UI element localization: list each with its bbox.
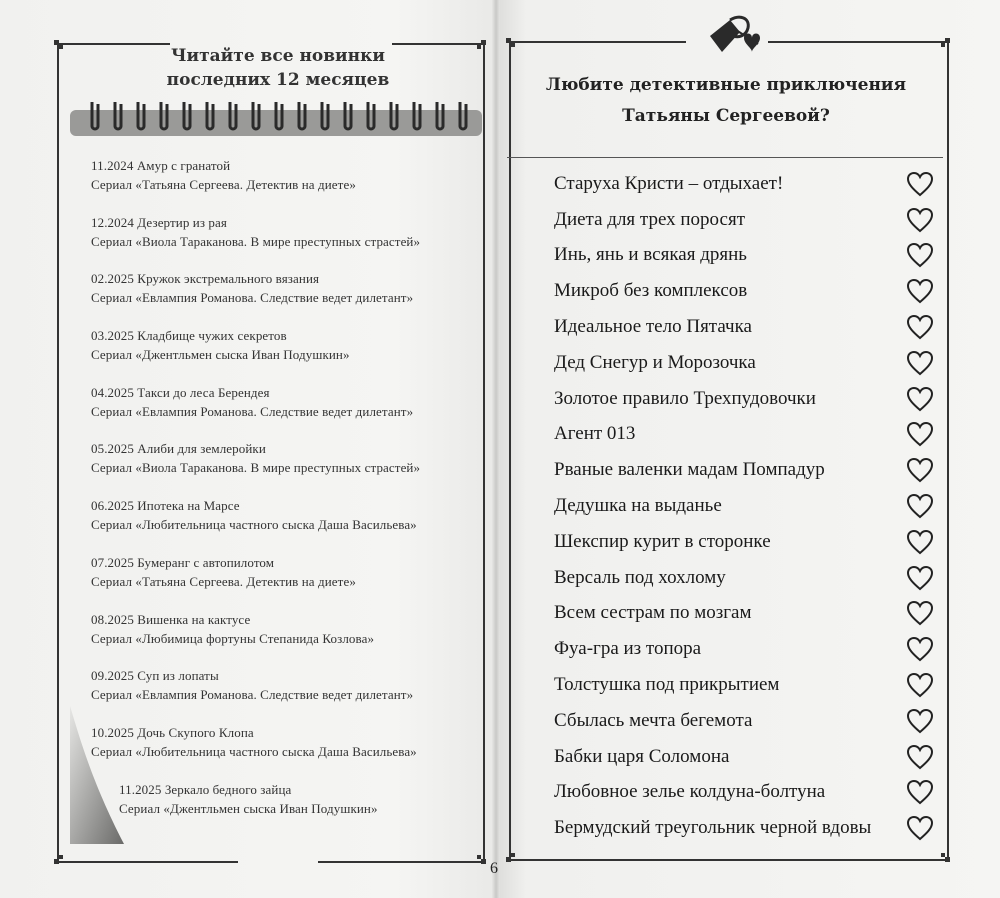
book-item xyxy=(554,452,934,488)
right-title-line2: Татьяны Сергеевой? xyxy=(622,106,830,126)
book-title: Старуха Кристи – отдыхает! xyxy=(554,172,784,194)
heart-checkbox-icon xyxy=(906,278,934,304)
heart-checkbox-icon xyxy=(906,565,934,591)
book-item xyxy=(554,345,934,381)
book-item xyxy=(554,560,934,596)
heart-checkbox-icon xyxy=(906,350,934,376)
left-title-line2: последних 12 месяцев xyxy=(166,70,390,90)
book-title: Бермудский треугольник черной вдовы xyxy=(554,817,872,839)
release-date-title: 07.2025 Бумеранг с автопилотом xyxy=(91,554,275,570)
release-date-title: 08.2025 Вишенка на кактусе xyxy=(91,611,251,627)
release-series: Сериал «Татьяна Сергеева. Детектив на диете» xyxy=(91,573,356,589)
release-date-title: 10.2025 Дочь Скупого Клопа xyxy=(91,724,254,740)
book-title: Агент 013 xyxy=(554,423,636,445)
book-title: Микроб без комплексов xyxy=(554,280,748,302)
title-divider xyxy=(507,157,943,158)
right-page-title xyxy=(536,70,916,132)
heart-checkbox-icon xyxy=(906,314,934,340)
release-series: Сериал «Татьяна Сергеева. Детектив на диете» xyxy=(91,177,356,192)
heart-checkbox-icon xyxy=(906,242,934,268)
heart-checkbox-icon xyxy=(906,600,934,626)
book-title: Толстушка под прикрытием xyxy=(554,674,780,696)
heart-checkbox-icon xyxy=(906,386,934,412)
book-item xyxy=(554,166,934,202)
book-item xyxy=(554,488,934,524)
release-item xyxy=(91,213,496,270)
book-item xyxy=(554,381,934,417)
release-series: Сериал «Джентльмен сыска Иван Подушкин» xyxy=(119,800,378,816)
release-date-title: 06.2025 Ипотека на Марсе xyxy=(91,498,240,514)
page-number: 6 xyxy=(490,860,498,877)
release-item xyxy=(91,666,496,723)
release-item xyxy=(91,269,496,326)
book-title: Бабки царя Соломона xyxy=(554,745,730,767)
right-title-line1: Любите детективные приключения xyxy=(545,75,907,95)
left-title-line1: Читайте все новинки xyxy=(171,46,385,66)
release-series: Сериал «Любимица фортуны Степанида Козлова» xyxy=(91,630,375,646)
release-item xyxy=(91,156,496,213)
heart-checkbox-icon xyxy=(906,708,934,734)
release-series: Сериал «Любительница частного сыска Даша Васильева» xyxy=(91,743,417,759)
release-date-title: 11.2025 Зеркало бедного зайца xyxy=(119,781,292,797)
book-title: Дед Снегур и Морозочка xyxy=(554,351,756,373)
release-item xyxy=(91,383,496,440)
book-title: Идеальное тело Пятачка xyxy=(554,316,752,338)
release-date-title: 05.2025 Алиби для землеройки xyxy=(91,441,266,457)
heart-checkbox-icon xyxy=(906,672,934,698)
release-date-title: 12.2024 Дезертир из рая xyxy=(91,214,227,230)
book-item xyxy=(554,739,934,775)
book-item xyxy=(554,810,934,846)
release-item xyxy=(91,326,496,383)
heart-checkbox-icon xyxy=(906,493,934,519)
release-series: Сериал «Евлампия Романова. Следствие ведет дилетант» xyxy=(91,687,414,703)
book-checklist xyxy=(554,166,934,846)
book-item xyxy=(554,309,934,345)
book-title: Рваные валенки мадам Помпадур xyxy=(554,459,825,481)
safety-pin-heart-icon xyxy=(700,12,762,58)
release-date-title: 04.2025 Такси до леса Берендея xyxy=(91,384,270,400)
book-item xyxy=(554,202,934,238)
release-series: Сериал «Любительница частного сыска Даша Васильева» xyxy=(91,517,417,533)
left-page-title xyxy=(120,44,436,92)
calendar-spiral-icon xyxy=(70,98,482,144)
release-item xyxy=(91,780,496,837)
book-title: Диета для трех поросят xyxy=(554,208,746,230)
release-item xyxy=(91,553,496,610)
heart-checkbox-icon xyxy=(906,457,934,483)
heart-checkbox-icon xyxy=(906,636,934,662)
book-item xyxy=(554,238,934,274)
book-title: Всем сестрам по мозгам xyxy=(554,602,752,624)
release-item xyxy=(91,610,496,667)
book-title: Шекспир курит в сторонке xyxy=(554,530,771,552)
book-item xyxy=(554,273,934,309)
book-item xyxy=(554,596,934,632)
release-item xyxy=(91,496,496,553)
book-item xyxy=(554,524,934,560)
release-item xyxy=(91,723,496,780)
release-series: Сериал «Джентльмен сыска Иван Подушкин» xyxy=(91,347,350,363)
book-item xyxy=(554,667,934,703)
heart-checkbox-icon xyxy=(906,815,934,841)
release-item xyxy=(91,439,496,496)
heart-checkbox-icon xyxy=(906,421,934,447)
release-date-title: 09.2025 Суп из лопаты xyxy=(91,668,219,684)
book-title: Любовное зелье колдуна-болтуна xyxy=(554,781,826,803)
release-date-title: 11.2024 Амур с гранатой xyxy=(91,158,231,173)
book-item xyxy=(554,417,934,453)
heart-checkbox-icon xyxy=(906,744,934,770)
release-date-title: 03.2025 Кладбище чужих секретов xyxy=(91,328,287,344)
heart-checkbox-icon xyxy=(906,207,934,233)
book-title: Сбылась мечта бегемота xyxy=(554,709,753,731)
release-list xyxy=(91,156,496,836)
release-date-title: 02.2025 Кружок экстремального вязания xyxy=(91,271,320,287)
book-item xyxy=(554,631,934,667)
book-item xyxy=(554,775,934,811)
book-item xyxy=(554,703,934,739)
book-title: Дедушка на выданье xyxy=(554,495,722,517)
release-series: Сериал «Евлампия Романова. Следствие ведет дилетант» xyxy=(91,403,414,419)
book-title: Версаль под хохлому xyxy=(554,566,726,588)
release-series: Сериал «Виола Тараканова. В мире преступных страстей» xyxy=(91,460,421,476)
release-series: Сериал «Виола Тараканова. В мире преступных страстей» xyxy=(91,233,421,249)
page-curl-icon xyxy=(68,706,126,846)
heart-checkbox-icon xyxy=(906,171,934,197)
heart-checkbox-icon xyxy=(906,529,934,555)
release-series: Сериал «Евлампия Романова. Следствие ведет дилетант» xyxy=(91,290,414,306)
heart-checkbox-icon xyxy=(906,779,934,805)
book-title: Фуа-гра из топора xyxy=(554,638,702,660)
book-title: Золотое правило Трехпудовочки xyxy=(554,387,816,409)
book-title: Инь, янь и всякая дрянь xyxy=(554,244,747,266)
